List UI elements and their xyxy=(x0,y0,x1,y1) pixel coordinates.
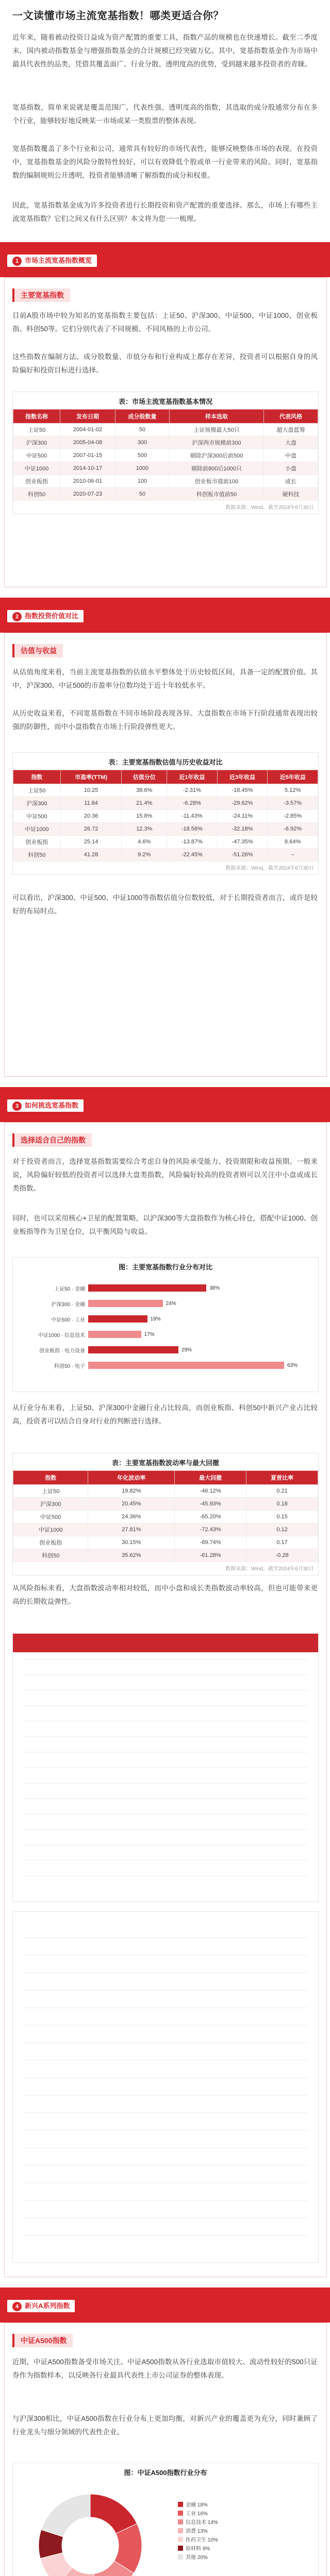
table-row xyxy=(13,823,318,836)
donut-chart xyxy=(23,2484,157,2576)
performance-panel xyxy=(12,1911,319,2263)
table-cell: 中证500 xyxy=(13,1511,88,1523)
table-cell: 50 xyxy=(115,488,169,501)
table-cell: -11.43% xyxy=(167,810,217,823)
table-row xyxy=(13,1523,318,1536)
bar-value-label: 29% xyxy=(181,1347,192,1353)
table-cell: -51.26% xyxy=(217,849,268,861)
section-tag xyxy=(7,2300,75,2312)
column-header: 估值分位 xyxy=(122,770,167,784)
bar-chart-body xyxy=(13,1275,318,1379)
table-cell: -29.62% xyxy=(217,797,268,810)
table-cell: 500 xyxy=(115,449,169,462)
table-cell: 成长 xyxy=(264,475,318,488)
section-subtitle: 选择适合自己的指数 xyxy=(12,1133,92,1147)
legend-item xyxy=(178,2544,218,2552)
bar-row xyxy=(23,1296,308,1311)
legend-label: 医药卫生 10% xyxy=(186,2537,218,2543)
table-cell: 0.17 xyxy=(246,1536,318,1549)
table-title: 表：市场主流宽基指数基本情况 xyxy=(118,398,212,405)
section2-text-3: 可以看出，沪深300、中证500、中证1000等指数估值分位数较低，对于长期投资者而言，或许是较好的布局时点。 xyxy=(12,894,318,915)
section3-text-4: 从风险指标来看，大盘指数波动率相对较低，而中小盘和成长类指数波动率较高，但也可能带来更高的长期收益弹性。 xyxy=(12,1584,318,1605)
legend-item xyxy=(178,2509,218,2517)
table-cell: 0.12 xyxy=(246,1523,318,1536)
table-cell: 科创50 xyxy=(13,488,60,501)
table-cell: 上证50 xyxy=(13,423,60,436)
table-cell: -46.12% xyxy=(175,1485,246,1498)
table-cell: 100 xyxy=(115,475,169,488)
table-cell: 创业板指 xyxy=(13,1536,88,1549)
table-row xyxy=(13,449,318,462)
table-cell: 超大盘蓝筹 xyxy=(264,423,318,436)
intro-paragraph-3: 宽基指数覆盖了多个行业和公司，通常具有较好的市场代表性，能够反映整体市场的表现。在投资中，宽基指数基金的风险分散特性较好，可以有效降低个股或单一行业带来的风险。同时，宽基指数的编制规则公开透明，投资者能够清晰了解指数的成分和权重。 xyxy=(12,145,318,179)
column-header: 代表风格 xyxy=(264,410,318,423)
performance-chart xyxy=(13,1912,318,2262)
legend-swatch xyxy=(178,2528,183,2533)
column-header: 夏普比率 xyxy=(246,1471,318,1485)
table-cell: 1000 xyxy=(115,462,169,475)
chart-lines xyxy=(23,1938,308,2235)
section-banner-2 xyxy=(0,598,330,633)
table-cell: 21.4% xyxy=(122,797,167,810)
table-cell: 中盘 xyxy=(264,449,318,462)
table-row xyxy=(13,1549,318,1562)
table-cell: -- xyxy=(268,849,318,861)
bar xyxy=(88,1300,163,1307)
table-cell: -32.18% xyxy=(217,823,268,836)
table-cell: -65.20% xyxy=(175,1511,246,1523)
table-row xyxy=(13,1511,318,1523)
section-number: 2 xyxy=(12,612,22,621)
column-header: 指数 xyxy=(13,770,61,784)
table-cell: 27.81% xyxy=(88,1523,175,1536)
valuation-table xyxy=(12,752,319,875)
table-cell: 9.2% xyxy=(122,849,167,861)
section-number: 3 xyxy=(12,1101,22,1111)
chart-title: 图：主要宽基指数行业分布对比 xyxy=(118,1263,212,1271)
table-cell: 50 xyxy=(115,423,169,436)
chart-header-bar xyxy=(13,1634,318,1652)
risk-table xyxy=(12,1453,319,1575)
section1-text: 目前A股市场中较为知名的宽基指数主要包括：上证50、沪深300、中证500、中证1000、创业板指、科创50等。它们分别代表了不同规模、不同风格的上市公司。 xyxy=(12,312,318,333)
section1-text-2: 这些指数在编制方法、成分股数量、市值分布和行业构成上都存在差异，投资者可以根据自身的风险偏好和投资目标进行选择。 xyxy=(12,353,318,374)
column-header: 近1年收益 xyxy=(167,770,217,784)
table-row xyxy=(13,810,318,823)
table-cell: 小盘 xyxy=(264,462,318,475)
comparison-chart-panel xyxy=(12,1633,319,1902)
table-cell: 剔除前800后1000只 xyxy=(169,462,263,475)
index-overview-table xyxy=(12,392,319,514)
legend-label: 信息技术 14% xyxy=(186,2520,218,2526)
legend-item xyxy=(178,2500,218,2508)
table-cell: 上证规模最大50只 xyxy=(169,423,263,436)
section-tag xyxy=(7,255,97,267)
table-cell: -13.87% xyxy=(167,836,217,849)
bar-label: 科创50 · 电子 xyxy=(54,1363,85,1369)
bar-value-label: 17% xyxy=(144,1331,155,1337)
bar xyxy=(88,1331,141,1338)
intro-paragraph-2: 宽基指数，简单来说就是覆盖范围广、代表性强、透明度高的指数，其选取的成分股通常分布在多个行业，能够较好地反映某一市场或某一类股票的整体表现。 xyxy=(12,104,318,125)
legend-label: 金融 18% xyxy=(186,2502,208,2508)
bar-row xyxy=(23,1327,308,1342)
table-cell: -61.28% xyxy=(175,1549,246,1562)
table-cell: 5.12% xyxy=(268,784,318,797)
data-table xyxy=(13,770,318,861)
section-banner-1 xyxy=(0,242,330,277)
legend-label: 原材料 9% xyxy=(186,2546,210,2552)
table-cell: 中证500 xyxy=(13,810,61,823)
table-cell: 10.25 xyxy=(60,784,122,797)
table-cell: 4.6% xyxy=(122,836,167,849)
table-cell: 中证500 xyxy=(13,449,60,462)
column-header: 指数 xyxy=(13,1471,88,1485)
table-cell: 41.28 xyxy=(60,849,122,861)
column-header: 发布日期 xyxy=(60,410,115,423)
table-row xyxy=(13,1498,318,1511)
table-cell: 创业板指 xyxy=(13,836,61,849)
table-cell: 19.82% xyxy=(88,1485,175,1498)
table-cell: 2004-01-02 xyxy=(60,423,115,436)
chart-title: 图：中证A500指数行业分布 xyxy=(124,2469,207,2477)
comparison-chart xyxy=(13,1634,318,1902)
table-cell: 35.62% xyxy=(88,1549,175,1562)
table-cell: -18.56% xyxy=(167,823,217,836)
section-tag xyxy=(7,610,84,622)
section-label: 指数投资价值对比 xyxy=(25,612,79,620)
table-cell: -72.43% xyxy=(175,1523,246,1536)
bar xyxy=(88,1284,206,1292)
table-row xyxy=(13,1485,318,1498)
data-table xyxy=(13,1470,318,1562)
bar xyxy=(88,1315,147,1323)
column-header: 市盈率(TTM) xyxy=(60,770,122,784)
bar-row xyxy=(23,1312,308,1326)
table-title: 表：主要宽基指数波动率与最大回撤 xyxy=(111,1459,219,1467)
section-subtitle: 估值与收益 xyxy=(12,644,63,657)
table-row xyxy=(13,784,318,797)
donut-chart-panel xyxy=(12,2463,319,2576)
table-cell: 创业板指 xyxy=(13,475,60,488)
table-cell: 2010-06-01 xyxy=(60,475,115,488)
section-banner-4 xyxy=(0,2287,330,2323)
section2-text-2: 从历史收益来看，不同宽基指数在不同市场阶段表现各异。大盘指数在市场下行阶段通常表现出较强的防御性，而中小盘指数在市场上行阶段弹性更大。 xyxy=(12,709,318,731)
table-cell: 中证1000 xyxy=(13,823,61,836)
table-cell: 上证50 xyxy=(13,1485,88,1498)
table-cell: 沪深两市规模前300 xyxy=(169,436,263,449)
column-header: 最大回撤 xyxy=(175,1471,246,1485)
section-number: 1 xyxy=(12,257,22,266)
table-cell: 12.3% xyxy=(122,823,167,836)
bar-value-label: 63% xyxy=(287,1362,298,1368)
table-cell: 8.64% xyxy=(268,836,318,849)
bar-value-label: 24% xyxy=(166,1300,176,1307)
legend-item xyxy=(178,2527,218,2534)
column-header: 样本选取 xyxy=(169,410,263,423)
table-cell: -0.28 xyxy=(246,1549,318,1562)
table-cell: 26.72 xyxy=(60,823,122,836)
chart-grid xyxy=(23,1659,308,1876)
section2-text: 从估值角度来看，当前主流宽基指数的估值水平整体处于历史较低区间，具备一定的配置价值。其中，沪深300、中证500的市盈率分位数均处于近十年较低水平。 xyxy=(12,668,318,689)
legend-item xyxy=(178,2518,218,2526)
section3-text-2: 同时，也可以采用核心+卫星的配置策略，以沪深300等大盘指数作为核心持仓，搭配中证1000、创业板指等作为卫星仓位，以平衡风险与收益。 xyxy=(12,1214,318,1235)
table-cell: 科创50 xyxy=(13,1549,88,1562)
table-cell: 20.36 xyxy=(60,810,122,823)
table-title: 表：主要宽基指数估值与历史收益对比 xyxy=(108,758,223,766)
table-cell: 中证1000 xyxy=(13,1523,88,1536)
table-cell: -3.57% xyxy=(268,797,318,810)
intro-paragraph: 近年来，随着被动投资日益成为资产配置的重要工具，指数产品的规模也在快速增长。截至二季度末，国内被动指数基金与增强指数基金的合计规模已经突破万亿。其中，宽基指数基金作为市场中最具代表性的品类，凭借其覆盖面广、行业分散、透明度高的优势，受到越来越多投资者的青睐。 xyxy=(12,33,318,68)
legend-item xyxy=(178,2535,218,2543)
section-banner-3 xyxy=(0,1087,330,1122)
table-cell: -45.93% xyxy=(175,1498,246,1511)
table-cell: 11.84 xyxy=(60,797,122,810)
section4-text: 近期，中证A500指数备受市场关注。中证A500指数从各行业选取市值较大、流动性较好的500只证券作为指数样本，以反映各行业最具代表性上市公司证券的整体表现。 xyxy=(12,2358,318,2379)
table-cell: -2.85% xyxy=(268,810,318,823)
legend-label: 消费 13% xyxy=(186,2529,208,2534)
section-label: 如何挑选宽基指数 xyxy=(25,1101,79,1109)
section-subtitle: 主要宽基指数 xyxy=(12,289,70,302)
section-number: 4 xyxy=(12,2302,22,2311)
table-cell: -47.35% xyxy=(217,836,268,849)
section3-text: 对于投资者而言，选择宽基指数需要综合考虑自身的风险承受能力、投资期限和收益预期。一般来说，风险偏好较低的投资者可以选择大盘类指数，风险偏好较高的投资者则可以关注中小盘或成长类指数。 xyxy=(12,1158,318,1192)
table-row xyxy=(13,797,318,810)
table-cell: 30.15% xyxy=(88,1536,175,1549)
legend-swatch xyxy=(178,2511,183,2516)
bar-label: 中证500 · 工业 xyxy=(51,1317,85,1323)
table-cell: 25.14 xyxy=(60,836,122,849)
table-cell: 科创板市值前50 xyxy=(169,488,263,501)
column-header: 年化波动率 xyxy=(88,1471,175,1485)
table-row xyxy=(13,475,318,488)
table-source: 数据来源：Wind，截至2024年6月30日 xyxy=(225,505,314,511)
column-header: 成分股数量 xyxy=(115,410,169,423)
table-cell: 科创50 xyxy=(13,849,61,861)
table-cell: 15.8% xyxy=(122,810,167,823)
section4-text-2: 与沪深300相比，中证A500指数在行业分布上更加均衡，对新兴产业的覆盖更为充分，同时兼顾了行业龙头与细分领域的代表性企业。 xyxy=(12,2415,318,2436)
bar-label: 上证50 · 金融 xyxy=(54,1286,85,1292)
legend-swatch xyxy=(178,2546,183,2551)
bar-row xyxy=(23,1281,308,1295)
table-cell: 中证1000 xyxy=(13,462,60,475)
table-cell: 38.6% xyxy=(122,784,167,797)
table-cell: 沪深300 xyxy=(13,797,61,810)
table-source: 数据来源：Wind，截至2024年6月30日 xyxy=(225,866,314,871)
bar-label: 沪深300 · 金融 xyxy=(51,1301,85,1308)
bar-row xyxy=(23,1358,308,1372)
section-label: 新兴A系列指数 xyxy=(25,2302,70,2310)
column-header: 近3年收益 xyxy=(217,770,268,784)
table-row xyxy=(13,849,318,861)
donut-slice xyxy=(41,2494,90,2537)
bar xyxy=(88,1346,178,1353)
bar-label: 中证1000 · 信息技术 xyxy=(38,1332,85,1338)
table-cell: -69.74% xyxy=(175,1536,246,1549)
industry-bar-chart xyxy=(12,1257,319,1392)
intro-paragraph-4: 因此，宽基指数基金成为许多投资者进行长期投资和资产配置的重要选择。那么，市场上有哪些主流宽基指数？它们之间又有什么区别？本文将为您一一梳理。 xyxy=(12,201,318,223)
table-cell: 2020-07-23 xyxy=(60,488,115,501)
table-cell: 沪深300 xyxy=(13,1498,88,1511)
table-row xyxy=(13,436,318,449)
article-title: 一文读懂市场主流宽基指数！哪类更适合你？ xyxy=(12,10,224,22)
legend-item xyxy=(178,2553,218,2561)
table-cell: 上证50 xyxy=(13,784,61,797)
table-cell: 20.45% xyxy=(88,1498,175,1511)
table-cell: 硬科技 xyxy=(264,488,318,501)
legend-label: 其他 20% xyxy=(186,2555,208,2561)
table-cell: 剔除沪深300后前500 xyxy=(169,449,263,462)
donut-legend xyxy=(178,2499,218,2562)
table-row xyxy=(13,423,318,436)
table-cell: 0.15 xyxy=(246,1511,318,1523)
table-cell: 2005-04-08 xyxy=(60,436,115,449)
table-cell: 沪深300 xyxy=(13,436,60,449)
legend-swatch xyxy=(178,2537,183,2542)
table-row xyxy=(13,488,318,501)
table-cell: -6.92% xyxy=(268,823,318,836)
bar-value-label: 38% xyxy=(209,1285,220,1291)
table-cell: 300 xyxy=(115,436,169,449)
legend-swatch xyxy=(178,2554,183,2560)
table-cell: 2014-10-17 xyxy=(60,462,115,475)
table-cell: -6.28% xyxy=(167,797,217,810)
table-cell: -22.45% xyxy=(167,849,217,861)
legend-swatch xyxy=(178,2502,183,2507)
bar-row xyxy=(23,1343,308,1357)
data-table xyxy=(13,409,318,501)
table-row xyxy=(13,462,318,475)
table-cell: -18.45% xyxy=(217,784,268,797)
bar xyxy=(88,1362,284,1369)
legend-label: 工业 16% xyxy=(186,2511,208,2517)
table-row xyxy=(13,1536,318,1549)
table-cell: -24.11% xyxy=(217,810,268,823)
table-cell: 24.36% xyxy=(88,1511,175,1523)
section3-text-3: 从行业分布来看，上证50、沪深300中金融行业占比较高，而创业板指、科创50中新兴产业占比较高，投资者可以结合自身对行业的判断进行选择。 xyxy=(12,1404,318,1425)
table-cell: 0.18 xyxy=(246,1498,318,1511)
table-row xyxy=(13,836,318,849)
table-cell: 0.21 xyxy=(246,1485,318,1498)
column-header: 近5年收益 xyxy=(268,770,318,784)
legend-swatch xyxy=(178,2519,183,2524)
section-tag xyxy=(7,1099,84,1112)
table-cell: 2007-01-15 xyxy=(60,449,115,462)
table-source: 数据来源：Wind，截至2024年6月30日 xyxy=(225,1566,314,1572)
column-header: 指数名称 xyxy=(13,410,60,423)
section-label: 市场主流宽基指数概览 xyxy=(25,257,92,264)
table-cell: 大盘 xyxy=(264,436,318,449)
bar-value-label: 19% xyxy=(150,1316,161,1322)
bar-label: 创业板指 · 电力设备 xyxy=(39,1348,85,1354)
table-cell: -2.31% xyxy=(167,784,217,797)
section-subtitle: 中证A500指数 xyxy=(12,2334,73,2347)
table-cell: 创业板市值前100 xyxy=(169,475,263,488)
